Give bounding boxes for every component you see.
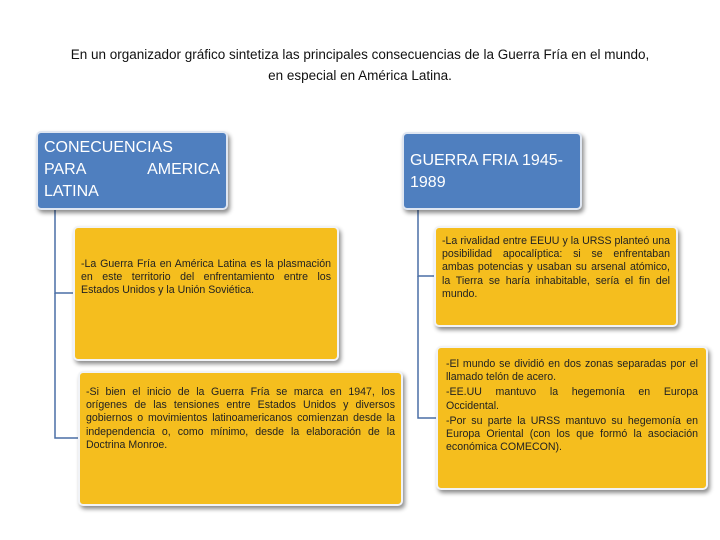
right-content-box-2 (436, 346, 708, 490)
left-header-line-3: LATINA (44, 183, 99, 200)
right-header-title: GUERRA FRIA 1945-1989 (410, 152, 563, 191)
right-content-text-1: -La rivalidad entre EEUU y la URSS planteó una posibilidad apocalíptica: si se enfrentaban ambas potencias y usaban su arsenal atómico, la Tierra se haría inhabitable, sería el fin del mundo. (442, 235, 670, 300)
left-header-line-2: PARA AMERICA (44, 161, 220, 178)
left-content-box-1 (73, 226, 339, 361)
connector-left-1 (55, 210, 73, 293)
left-content-text-1: -La Guerra Fría en América Latina es la plasmación en este territorio del enfrentamiento entre los Estados Unidos y la Unión Soviética. (81, 258, 331, 297)
right-content-item-2: -EE.UU mantuvo la hegemonía en Europa Occidental. (446, 386, 698, 412)
intro-line-2: en especial en América Latina. (268, 68, 452, 83)
right-content-item-3: -Por su parte la URSS mantuvo su hegemonía en Europa Oriental (con los que formó la asociación económica COMECON). (446, 414, 698, 454)
connector-right-1 (418, 210, 434, 276)
intro-line-1: En un organizador gráfico sintetiza las principales consecuencias de la Guerra Fría en el mundo, (70, 47, 650, 62)
right-header-box (402, 132, 582, 210)
right-content-box-1 (434, 226, 678, 327)
left-header-line-1: CONECUENCIAS (44, 139, 173, 156)
left-content-box-2 (78, 371, 403, 506)
right-content-item-1: -El mundo se dividió en dos zonas separadas por el llamado telón de acero. (446, 358, 698, 384)
left-content-text-2: -Si bien el inicio de la Guerra Fría se marca en 1947, los orígenes de las tensiones entre Estados Unidos y diversos gobiernos o movimientos latinoamericanos comienzan desde la independencia o, como mínimo, desde la elaboración de la Doctrina Monroe. (86, 386, 395, 451)
left-header-box (36, 131, 228, 210)
